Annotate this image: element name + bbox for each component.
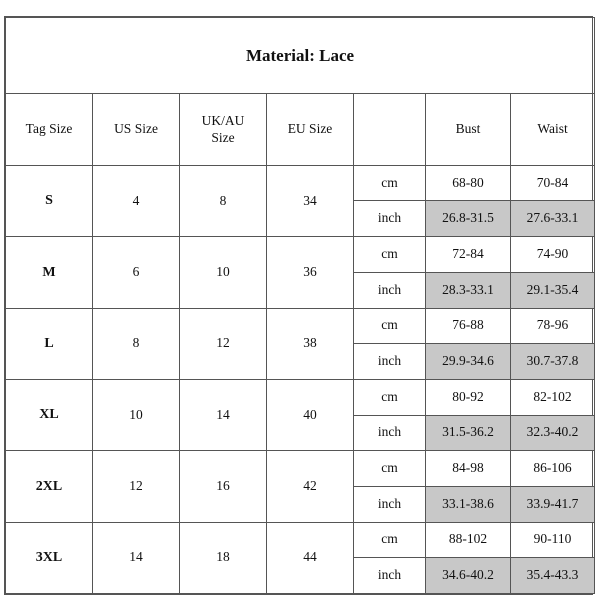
unit-cm-label: cm: [354, 165, 426, 201]
bust-cm-cell: 88-102: [426, 522, 511, 558]
bust-inch-cell: 26.8-31.5: [426, 201, 511, 237]
unit-inch-label: inch: [354, 486, 426, 522]
bust-cm-cell: 84-98: [426, 451, 511, 487]
us-size-cell: 6: [93, 237, 180, 308]
bust-cm-cell: 80-92: [426, 379, 511, 415]
bust-inch-cell: 33.1-38.6: [426, 486, 511, 522]
header-ukau-size-label: UK/AU Size: [201, 112, 245, 145]
uk-size-cell: 14: [180, 379, 267, 450]
waist-cm-cell: 90-110: [511, 522, 595, 558]
unit-cm-label: cm: [354, 451, 426, 487]
uk-size-cell: 8: [180, 165, 267, 236]
table-row: [6, 308, 595, 344]
waist-inch-cell: 27.6-33.1: [511, 201, 595, 237]
tag-size-cell: XL: [6, 379, 93, 450]
tag-size-cell: M: [6, 237, 93, 308]
header-bust: Bust: [426, 94, 511, 165]
us-size-cell: 8: [93, 308, 180, 379]
header-ukau-size: [180, 94, 267, 165]
tag-size-cell: 3XL: [6, 522, 93, 593]
eu-size-cell: 34: [267, 165, 354, 236]
waist-cm-cell: 82-102: [511, 379, 595, 415]
bust-inch-cell: 34.6-40.2: [426, 558, 511, 594]
unit-inch-label: inch: [354, 558, 426, 594]
table-row: [6, 451, 595, 487]
waist-inch-cell: 33.9-41.7: [511, 486, 595, 522]
tag-size-cell: L: [6, 308, 93, 379]
unit-cm-label: cm: [354, 379, 426, 415]
bust-inch-cell: 31.5-36.2: [426, 415, 511, 451]
uk-size-cell: 12: [180, 308, 267, 379]
table-title: Material: Lace: [6, 18, 595, 94]
bust-inch-cell: 28.3-33.1: [426, 272, 511, 308]
tag-size-cell: 2XL: [6, 451, 93, 522]
table-row: [6, 237, 595, 273]
waist-cm-cell: 70-84: [511, 165, 595, 201]
waist-cm-cell: 74-90: [511, 237, 595, 273]
eu-size-cell: 38: [267, 308, 354, 379]
size-table: [5, 17, 595, 594]
waist-cm-cell: 78-96: [511, 308, 595, 344]
bust-cm-cell: 68-80: [426, 165, 511, 201]
eu-size-cell: 40: [267, 379, 354, 450]
unit-inch-label: inch: [354, 201, 426, 237]
uk-size-cell: 16: [180, 451, 267, 522]
eu-size-cell: 36: [267, 237, 354, 308]
bust-cm-cell: 76-88: [426, 308, 511, 344]
unit-inch-label: inch: [354, 344, 426, 380]
unit-inch-label: inch: [354, 272, 426, 308]
tag-size-cell: S: [6, 165, 93, 236]
us-size-cell: 14: [93, 522, 180, 593]
uk-size-cell: 10: [180, 237, 267, 308]
bust-inch-cell: 29.9-34.6: [426, 344, 511, 380]
us-size-cell: 10: [93, 379, 180, 450]
eu-size-cell: 44: [267, 522, 354, 593]
header-waist: Waist: [511, 94, 595, 165]
table-row: [6, 379, 595, 415]
eu-size-cell: 42: [267, 451, 354, 522]
waist-inch-cell: 29.1-35.4: [511, 272, 595, 308]
waist-inch-cell: 32.3-40.2: [511, 415, 595, 451]
header-us-size: US Size: [93, 94, 180, 165]
us-size-cell: 4: [93, 165, 180, 236]
table-row: [6, 165, 595, 201]
unit-cm-label: cm: [354, 308, 426, 344]
us-size-cell: 12: [93, 451, 180, 522]
waist-cm-cell: 86-106: [511, 451, 595, 487]
uk-size-cell: 18: [180, 522, 267, 593]
table-row: [6, 522, 595, 558]
unit-cm-label: cm: [354, 522, 426, 558]
waist-inch-cell: 30.7-37.8: [511, 344, 595, 380]
bust-cm-cell: 72-84: [426, 237, 511, 273]
unit-cm-label: cm: [354, 237, 426, 273]
size-chart: [4, 16, 593, 595]
header-unit: [354, 94, 426, 165]
unit-inch-label: inch: [354, 415, 426, 451]
header-tag-size: Tag Size: [6, 94, 93, 165]
waist-inch-cell: 35.4-43.3: [511, 558, 595, 594]
header-eu-size: EU Size: [267, 94, 354, 165]
